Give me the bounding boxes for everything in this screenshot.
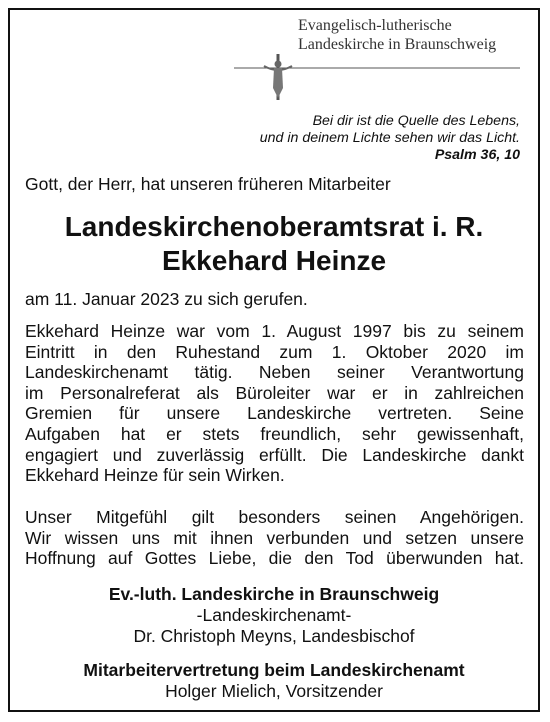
signature-org1-person: Dr. Christoph Meyns, Landesbischof bbox=[133, 626, 415, 646]
tribute-line: Aufgaben hat er stets freundlich, sehr gewissenhaft, bbox=[25, 423, 524, 444]
deceased-name: Ekkehard Heinze bbox=[161, 245, 387, 276]
signature-org1: Ev.-luth. Landeskirche in Braunschweig bbox=[108, 584, 440, 604]
tribute-line: Ekkehard Heinze war vom 1. August 1997 bis zu seinem bbox=[25, 321, 524, 341]
crucifix-icon bbox=[234, 54, 520, 100]
signature-org2: Mitarbeitervertretung beim Landeskirchenamt bbox=[83, 660, 465, 680]
tribute-paragraph bbox=[25, 321, 524, 486]
condolence-line: Hoffnung auf Gottes Liebe, die den Tod überwunden hat. bbox=[25, 548, 524, 569]
tribute-line: Landeskirchenamt tätig. Neben seiner Verantwortung bbox=[25, 362, 524, 383]
tribute-line: Eintritt in den Ruhestand zum 1. Oktober 2020 im bbox=[25, 341, 524, 362]
signature-org1-dept: -Landeskirchenamt- bbox=[196, 605, 352, 625]
intro-text: Gott, der Herr, hat unseren früheren Mitarbeiter bbox=[25, 174, 391, 194]
tribute-line: engagiert und zuverlässig erfüllt. Die Landeskirche dankt bbox=[25, 444, 524, 465]
tribute-line: Gremien für unsere Landeskirche vertreten. Seine bbox=[25, 403, 524, 424]
motto-line1: Bei dir ist die Quelle des Lebens, bbox=[312, 113, 520, 129]
condolence-line: Wir wissen uns mit ihnen verbunden und setzen unsere bbox=[25, 527, 524, 548]
tribute-line: im Personalreferat als Büroleiter war er in zahlreichen bbox=[25, 382, 524, 403]
motto-source: Psalm 36, 10 bbox=[434, 147, 520, 163]
condolence-paragraph bbox=[25, 507, 524, 569]
signature-org2-person: Holger Mielich, Vorsitzender bbox=[165, 681, 383, 701]
church-name-line2: Landeskirche in Braunschweig bbox=[298, 36, 497, 53]
motto-line2: und in deinem Lichte sehen wir das Licht. bbox=[259, 130, 520, 146]
death-notice: am 11. Januar 2023 zu sich gerufen. bbox=[25, 289, 308, 309]
tribute-line: Ekkehard Heinze für sein Wirken. bbox=[25, 465, 285, 486]
condolence-line: Unser Mitgefühl gilt besonders seinen Angehörigen. bbox=[25, 507, 524, 527]
deceased-title: Landeskirchenoberamtsrat i. R. bbox=[64, 211, 484, 242]
church-name-line1: Evangelisch-lutherische bbox=[298, 17, 452, 34]
